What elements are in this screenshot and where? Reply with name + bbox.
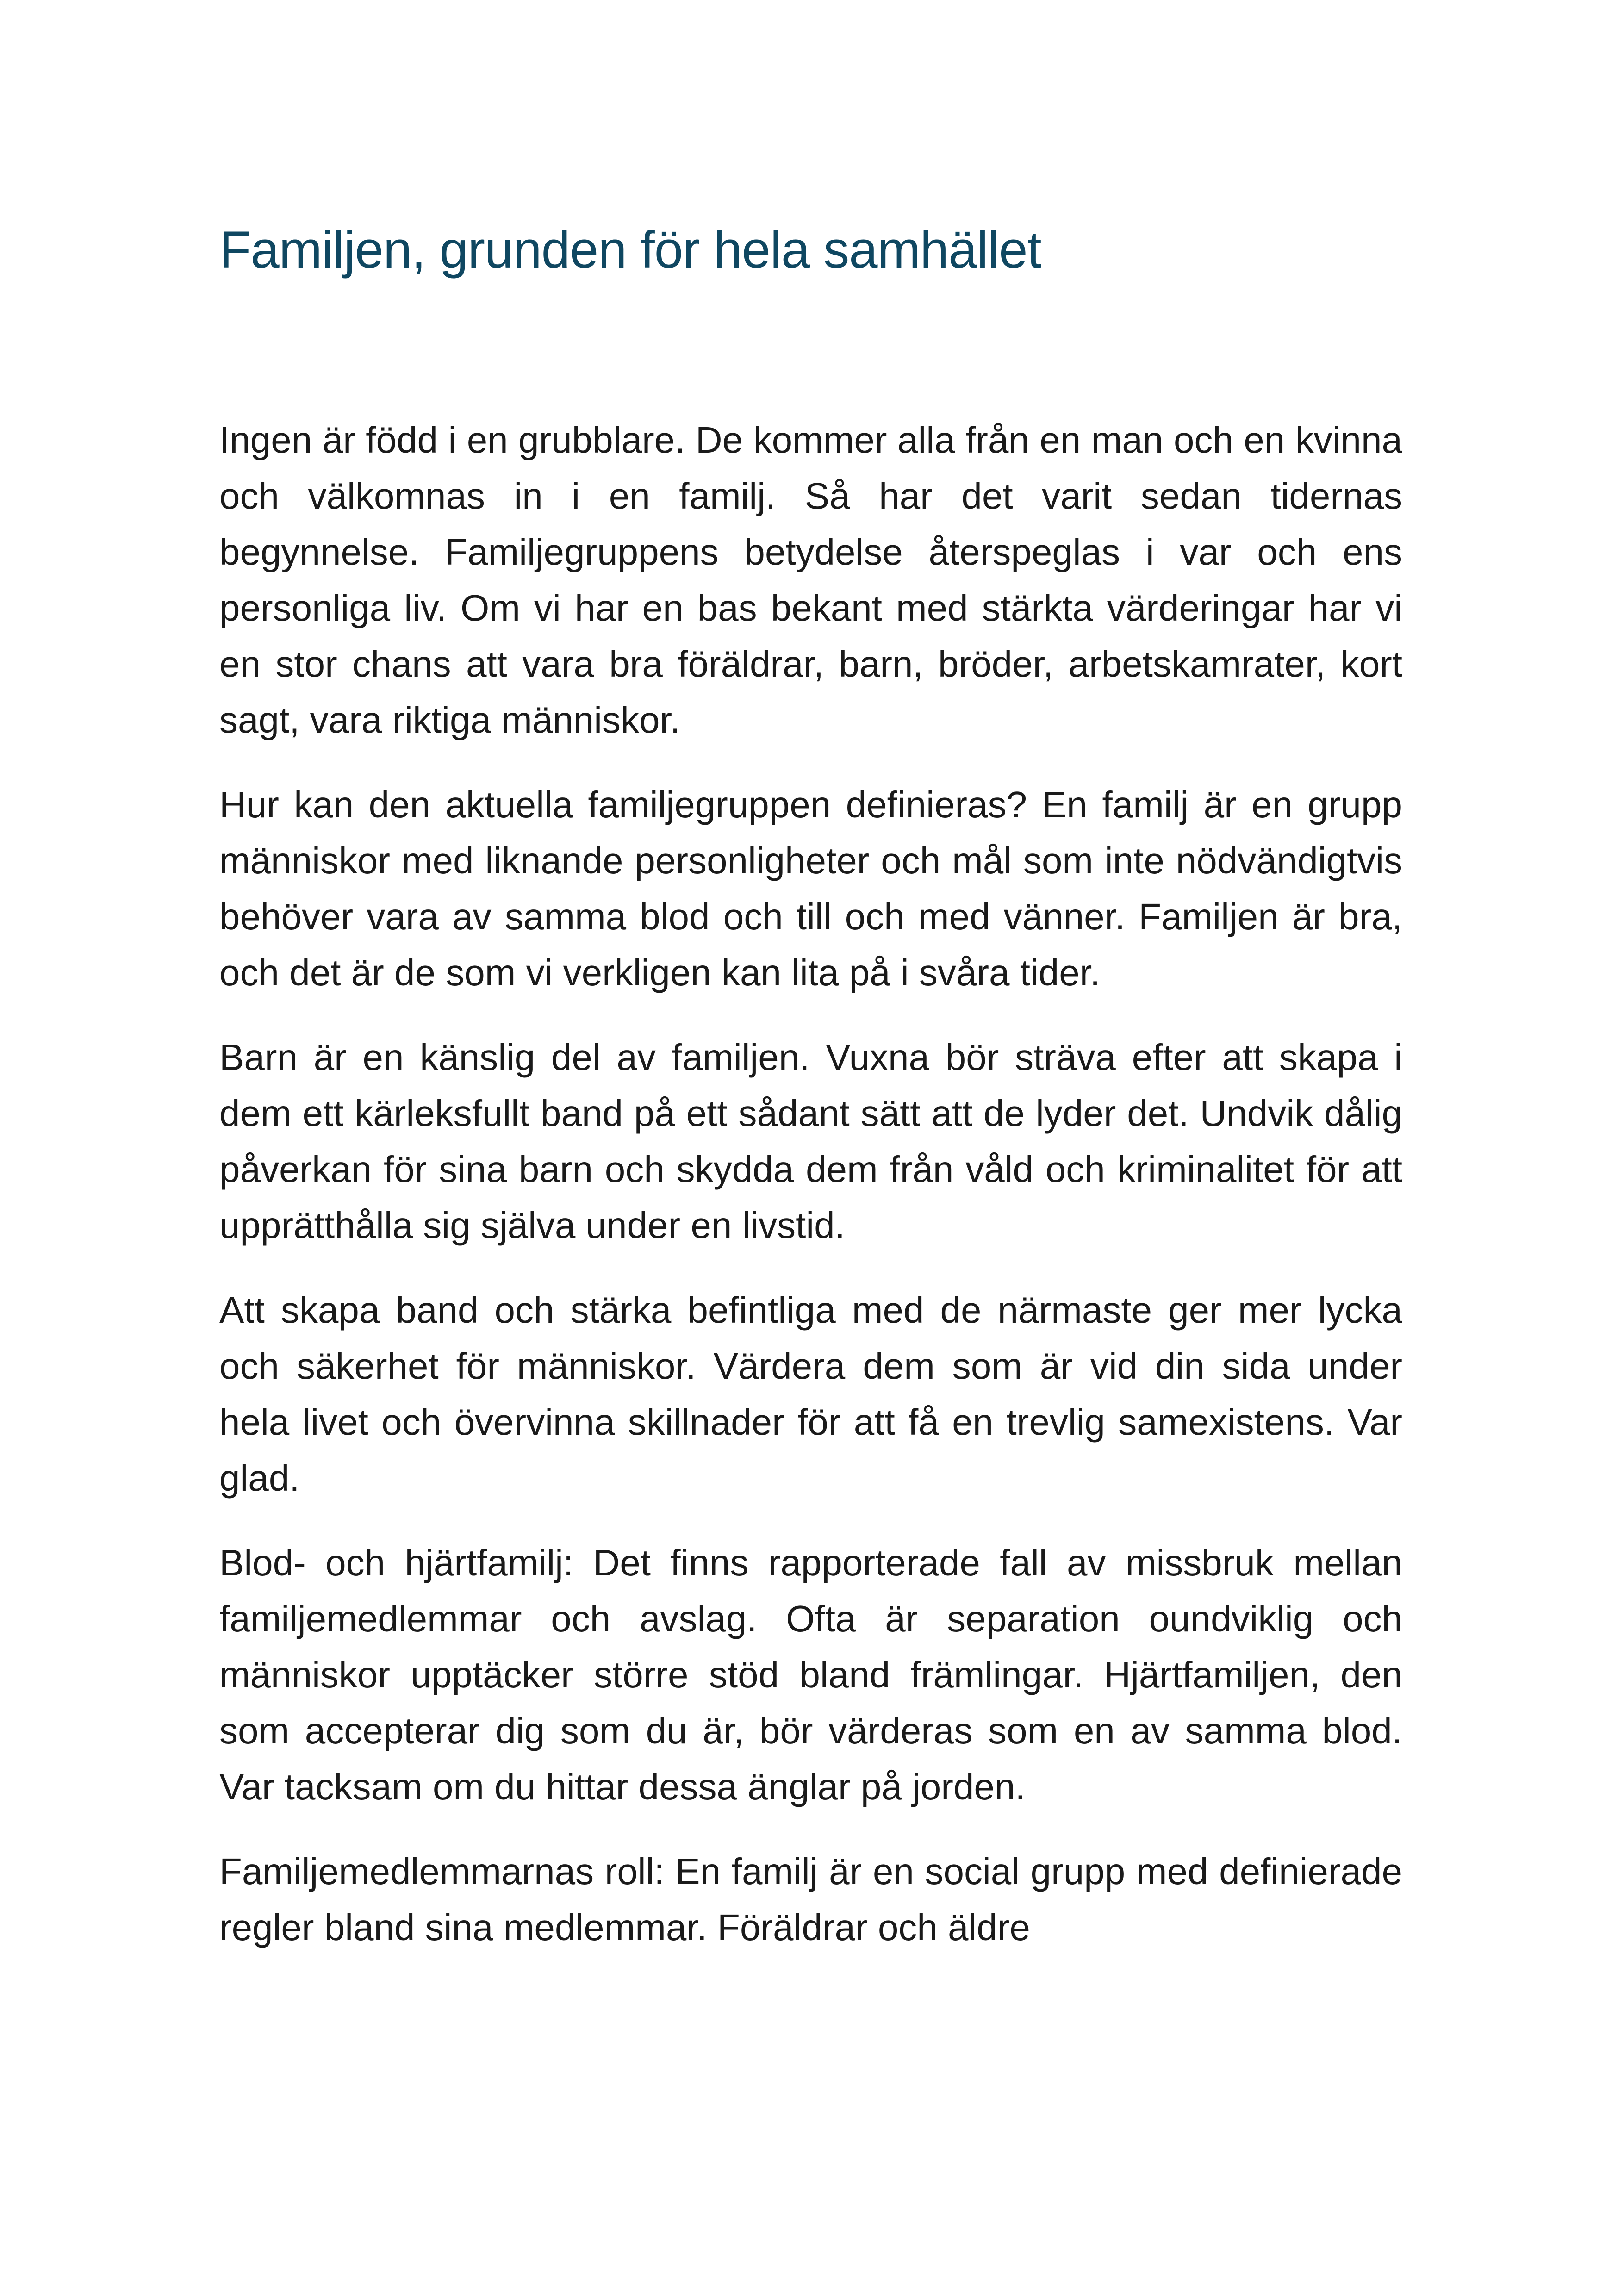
paragraph-5: Blod- och hjärtfamilj: Det finns rapporterade fall av missbruk mellan familjemedlemmar och avslag. Ofta är separation oundviklig och människor upptäcker större stöd bland främlingar. Hjärtfamiljen, den som accepterar dig som du är, bör värderas som en av samma blod. Var tacksam om du hittar dessa änglar på jorden.: [219, 1542, 1402, 1807]
paragraph-1: Ingen är född i en grubblare. De kommer alla från en man och en kvinna och välkomnas in i en familj. Så har det varit sedan tidernas begynnelse. Familjegruppens betydelse återspeglas i var och ens personliga liv. Om vi har en bas bekant med stärkta värderingar har vi en stor chans att vara bra föräldrar, barn, bröder, arbetskamrater, kort sagt, vara riktiga människor.: [219, 419, 1402, 740]
document-body: [219, 412, 1402, 1955]
paragraph-6: Familjemedlemmarnas roll: En familj är en social grupp med definierade regler bland sina medlemmar. Föräldrar och äldre: [219, 1851, 1402, 1948]
document-title: Familjen, grunden för hela samhället: [219, 221, 1041, 279]
document-content: [219, 218, 1402, 1984]
paragraph-4: Att skapa band och stärka befintliga med de närmaste ger mer lycka och säkerhet för människor. Värdera dem som är vid din sida under hela livet och övervinna skillnader för att få en trevlig samexistens. Var glad.: [219, 1289, 1402, 1499]
paragraph-3: Barn är en känslig del av familjen. Vuxna bör sträva efter att skapa i dem ett kärleksfullt band på ett sådant sätt att de lyder det. Undvik dålig påverkan för sina barn och skydda dem från våld och kriminalitet för att upprätthålla sig själva under en livstid.: [219, 1037, 1402, 1246]
paragraph-2: Hur kan den aktuella familjegruppen definieras? En familj är en grupp människor med liknande personligheter och mål som inte nödvändigtvis behöver vara av samma blod och till och med vänner. Familjen är bra, och det är de som vi verkligen kan lita på i svåra tider.: [219, 784, 1402, 993]
